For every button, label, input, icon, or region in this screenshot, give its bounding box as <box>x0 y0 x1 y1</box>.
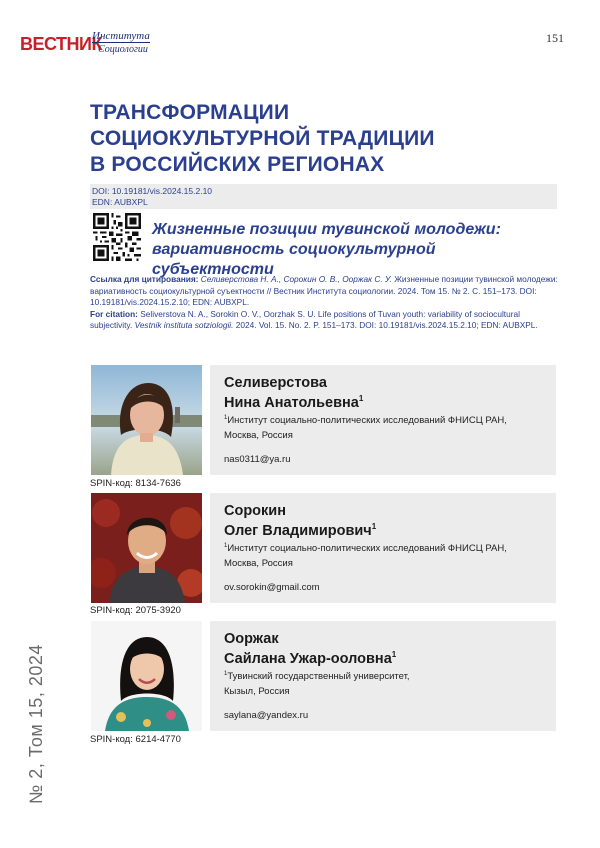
citation-en-text: Seliverstova N. A., Sorokin O. V., Oorzhak S. U. Life positions of Tuvan youth: variability of sociocultural subjectivity. <box>90 308 520 330</box>
author-card <box>210 621 556 731</box>
affil-marker: 1 <box>224 543 228 549</box>
citation-ru-label: Ссылка для цитирования: <box>90 274 199 284</box>
citation-block <box>90 274 560 332</box>
article-title-line: вариативность социокультурной субъектности <box>152 241 436 278</box>
citation-ru-authors: Селиверстова Н. А., Сорокин О. В., Ооржак С. У. <box>200 274 392 284</box>
citation-ru <box>90 274 560 309</box>
author-surname: Сорокин <box>224 503 286 519</box>
affil-location: Кызыл, Россия <box>224 686 290 698</box>
citation-en-text-2: 2024. Vol. 15. No. 2. P. 151–173. DOI: 10.19181/vis.2024.15.2.10; EDN: AUBXPL. <box>235 320 538 330</box>
affil-line: Тувинский государственный университет, <box>227 671 410 683</box>
author-email[interactable]: nas0311@ya.ru <box>224 454 291 465</box>
author-affiliation <box>224 539 549 571</box>
qr-code-icon <box>93 213 141 261</box>
section-title-line: СОЦИОКУЛЬТУРНОЙ ТРАДИЦИИ <box>90 127 435 150</box>
author-name <box>224 503 376 539</box>
article-title <box>152 220 552 280</box>
author-photo <box>91 365 202 475</box>
affil-line: Институт социально-политических исследований ФНИСЦ РАН, <box>227 543 507 555</box>
logo-main-text: ВЕСТНИК <box>20 34 102 54</box>
citation-en-journal: Vestnik instituta sotziologii. <box>134 320 234 330</box>
author-spin: SPIN-код: 6214-4770 <box>90 734 181 745</box>
journal-logo <box>20 31 150 55</box>
article-title-line: Жизненные позиции тувинской молодежи: <box>152 221 501 238</box>
affil-location: Москва, Россия <box>224 430 293 442</box>
affil-line: Институт социально-политических исследований ФНИСЦ РАН, <box>227 415 507 427</box>
author-photo <box>91 493 202 603</box>
issue-label-vertical: № 2, Том 15, 2024 <box>26 644 46 804</box>
author-surname: Ооржак <box>224 631 279 647</box>
author-card <box>210 493 556 603</box>
author-name <box>224 631 396 667</box>
author-card <box>210 365 556 475</box>
author-spin: SPIN-код: 8134-7636 <box>90 478 181 489</box>
logo-sub-text-2: Социологии <box>98 44 148 55</box>
citation-en-label: For citation: <box>90 308 138 319</box>
section-title <box>90 100 510 178</box>
section-title-line: В РОССИЙСКИХ РЕГИОНАХ <box>90 153 385 176</box>
author-name <box>224 375 363 411</box>
affil-marker: 1 <box>224 671 228 677</box>
author-affil-marker: 1 <box>371 522 377 531</box>
author-affil-marker: 1 <box>358 394 364 403</box>
author-affiliation <box>224 667 549 699</box>
author-affiliation <box>224 411 549 443</box>
citation-en <box>90 309 560 332</box>
affil-location: Москва, Россия <box>224 558 293 570</box>
author-given-name: Сайлана Ужар-ооловна <box>224 650 392 667</box>
logo-sub-text-1: Института <box>92 30 150 42</box>
author-email[interactable]: saylana@yandex.ru <box>224 710 309 721</box>
page-number: 151 <box>546 31 564 45</box>
author-email[interactable]: ov.sorokin@gmail.com <box>224 582 320 593</box>
affil-marker: 1 <box>224 415 228 421</box>
author-surname: Селиверстова <box>224 375 327 391</box>
author-photo <box>91 621 202 731</box>
edn-text: EDN: AUBXPL <box>92 197 148 207</box>
section-title-line: ТРАНСФОРМАЦИИ <box>90 101 290 124</box>
author-affil-marker: 1 <box>391 650 397 659</box>
doi-text[interactable]: DOI: 10.19181/vis.2024.15.2.10 <box>92 186 213 196</box>
author-given-name: Нина Анатольевна <box>224 394 359 411</box>
author-spin: SPIN-код: 2075-3920 <box>90 605 181 616</box>
citation-ru-text: Жизненные позиции тувинской молодежи: вариативность социокультурной суъектности // Вестник Института социологии. 2024. Том 15. № 2. С. 151–173. DOI: 10.19181/vis.2024.15.2.10; EDN: AUBXPL. <box>90 274 558 307</box>
author-given-name: Олег Владимирович <box>224 522 372 539</box>
doi-panel <box>90 184 557 209</box>
